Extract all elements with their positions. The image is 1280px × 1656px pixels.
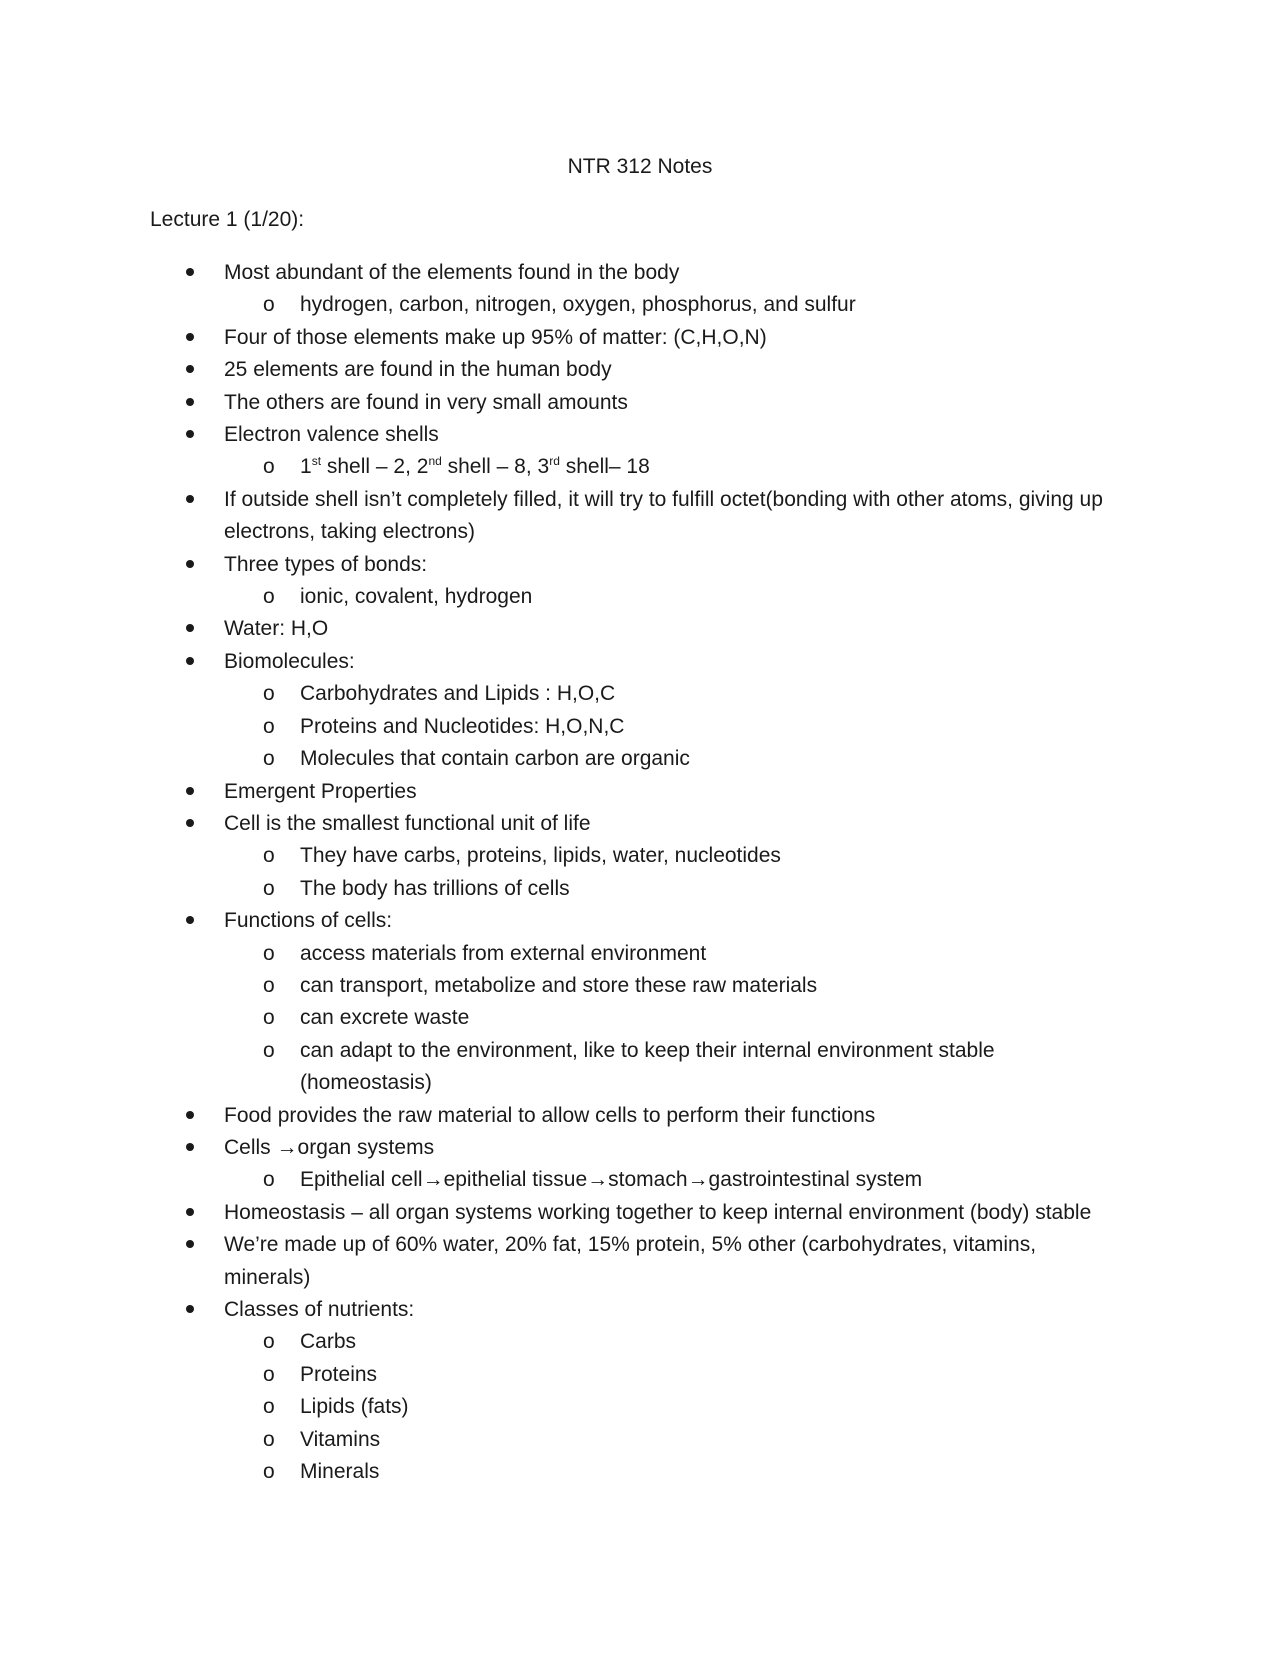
list-item-text: hydrogen, carbon, nitrogen, oxygen, phosphorus, and sulfur: [300, 293, 856, 317]
list-item: [150, 1100, 1110, 1132]
text-segment: Cells: [224, 1135, 277, 1159]
list-item-text: The body has trillions of cells: [300, 876, 570, 900]
sub-list-item: [150, 1424, 1110, 1456]
text-segment: shell– 18: [559, 455, 650, 479]
sub-bullet-marker: o: [263, 1330, 275, 1354]
list-item-text: If outside shell isn’t completely filled, it will try to fulfill octet(bonding with other atoms, giving up electrons, taking electrons): [224, 487, 1103, 544]
sub-bullet-marker: o: [263, 293, 275, 317]
list-item: [150, 1197, 1110, 1229]
arrow-right-icon: →: [276, 1135, 298, 1159]
sub-list-item: [150, 451, 1110, 483]
list-item-text: Most abundant of the elements found in the body: [224, 261, 680, 284]
list-item: [150, 322, 1110, 354]
superscript: st: [311, 454, 322, 469]
list-item-text: Classes of nutrients:: [224, 1298, 415, 1321]
sub-bullet-marker: o: [263, 455, 275, 479]
list-item-text: Carbs: [300, 1330, 357, 1354]
sub-bullet-marker: o: [263, 973, 275, 997]
list-item-text: The others are found in very small amounts: [224, 390, 628, 414]
sub-list-item: [150, 678, 1110, 710]
sub-list-item: [150, 743, 1110, 775]
list-item-text: Cell is the smallest functional unit of life: [224, 811, 591, 835]
bullet-icon: [186, 1132, 194, 1164]
sub-bullet-marker: o: [263, 844, 275, 868]
superscript: rd: [549, 454, 560, 469]
list-item: [150, 484, 1110, 549]
list-item-text: Homeostasis – all organ systems working together to keep internal environment (body) stable: [224, 1200, 1092, 1224]
sub-bullet-marker: o: [263, 1395, 275, 1419]
lecture-heading: Lecture 1 (1/20):: [150, 208, 305, 231]
list-item-text: Proteins and Nucleotides: H,O,N,C: [300, 714, 625, 738]
text-segment: stomach: [608, 1168, 688, 1192]
list-item: [150, 905, 1110, 937]
sub-list-item: [150, 938, 1110, 970]
list-item-text: can adapt to the environment, like to keep their internal environment stable (homeostasis): [300, 1038, 995, 1095]
sub-list-item: [150, 1326, 1110, 1358]
bullet-icon: [186, 322, 194, 354]
list-item-text: Functions of cells:: [224, 909, 393, 933]
list-item: [150, 776, 1110, 808]
list-item-text: We’re made up of 60% water, 20% fat, 15% protein, 5% other (carbohydrates, vitamins, minerals): [224, 1233, 1037, 1289]
bullet-icon: [186, 905, 194, 937]
arrow-right-icon: →: [687, 1168, 709, 1192]
bullet-icon: [186, 354, 194, 386]
list-item-text: [224, 1136, 434, 1159]
list-item-text: Water: H,O: [224, 617, 329, 641]
bullet-icon: [186, 257, 194, 289]
list-item: [150, 1229, 1110, 1294]
bullet-icon: [186, 1100, 194, 1132]
bullet-icon: [186, 613, 194, 645]
sub-list-item: [150, 711, 1110, 743]
sub-bullet-marker: o: [263, 585, 275, 609]
text-segment: shell – 2, 2: [321, 455, 429, 479]
sub-bullet-marker: o: [263, 1427, 275, 1451]
text-segment: gastrointestinal system: [708, 1168, 923, 1192]
list-item-text: [300, 455, 650, 478]
list-item: [150, 808, 1110, 840]
list-item-text: Emergent Properties: [224, 779, 417, 803]
sub-list-item: [150, 873, 1110, 905]
text-segment: organ systems: [297, 1135, 435, 1159]
sub-bullet-marker: o: [263, 1362, 275, 1386]
list-item: [150, 1132, 1110, 1164]
list-item: [150, 419, 1110, 451]
sub-list-item: [150, 289, 1110, 321]
bullet-icon: [186, 646, 194, 678]
sub-list-item: [150, 1456, 1110, 1488]
list-item-text: Lipids (fats): [300, 1395, 409, 1419]
sub-bullet-marker: o: [263, 682, 275, 706]
sub-bullet-marker: o: [263, 876, 275, 900]
list-item-text: Electron valence shells: [224, 423, 439, 447]
sub-list-item: [150, 1164, 1110, 1196]
superscript: nd: [428, 454, 442, 469]
sub-list-item: [150, 1359, 1110, 1391]
list-item-text: Food provides the raw material to allow cells to perform their functions: [224, 1103, 876, 1127]
list-item-text: ionic, covalent, hydrogen: [300, 585, 533, 609]
list-item: [150, 257, 1110, 289]
list-item-text: Carbohydrates and Lipids : H,O,C: [300, 682, 616, 706]
bullet-icon: [186, 484, 194, 516]
list-item-text: Molecules that contain carbon are organic: [300, 747, 690, 771]
bullet-icon: [186, 808, 194, 840]
bullet-icon: [186, 387, 194, 419]
list-item-text: access materials from external environment: [300, 941, 707, 965]
list-item-text: Three types of bonds:: [224, 552, 428, 576]
list-item-text: Proteins: [300, 1362, 378, 1386]
sub-list-item: [150, 1391, 1110, 1423]
list-item-text: Minerals: [300, 1460, 380, 1484]
sub-list-item: [150, 1035, 1110, 1100]
sub-bullet-marker: o: [263, 714, 275, 738]
sub-bullet-marker: o: [263, 941, 275, 965]
sub-list-item: [150, 970, 1110, 1002]
bullet-icon: [186, 1197, 194, 1229]
sub-bullet-marker: o: [263, 1460, 275, 1484]
text-segment: shell – 8, 3: [441, 455, 550, 479]
sub-bullet-marker: o: [263, 1038, 275, 1062]
sub-bullet-marker: o: [263, 747, 275, 771]
bullet-icon: [186, 549, 194, 581]
bullet-icon: [186, 776, 194, 808]
list-item: [150, 387, 1110, 419]
sub-bullet-marker: o: [263, 1006, 275, 1030]
list-item-text: They have carbs, proteins, lipids, water, nucleotides: [300, 844, 781, 868]
sub-bullet-marker: o: [263, 1168, 275, 1192]
bullet-icon: [186, 419, 194, 451]
list-item-text: 25 elements are found in the human body: [224, 358, 612, 382]
sub-list-item: [150, 581, 1110, 613]
list-item-text: can transport, metabolize and store these raw materials: [300, 973, 818, 997]
notes-list: [150, 257, 1110, 1488]
text-segment: 1: [300, 455, 312, 479]
list-item: [150, 646, 1110, 678]
bullet-icon: [186, 1294, 194, 1326]
arrow-right-icon: →: [587, 1168, 609, 1192]
arrow-right-icon: →: [422, 1168, 444, 1192]
list-item-text: can excrete waste: [300, 1006, 470, 1030]
bullet-icon: [186, 1229, 194, 1261]
list-item: [150, 1294, 1110, 1326]
list-item-text: Four of those elements make up 95% of matter: (C,H,O,N): [224, 325, 767, 349]
list-item-text: Vitamins: [300, 1427, 381, 1451]
list-item: [150, 549, 1110, 581]
text-segment: Epithelial cell: [300, 1168, 423, 1192]
sub-list-item: [150, 1002, 1110, 1034]
list-item: [150, 613, 1110, 645]
list-item-text: Biomolecules:: [224, 649, 355, 673]
text-segment: epithelial tissue: [443, 1168, 588, 1192]
list-item-text: [300, 1168, 922, 1191]
sub-list-item: [150, 840, 1110, 872]
list-item: [150, 354, 1110, 386]
document-title: NTR 312 Notes: [567, 155, 713, 178]
